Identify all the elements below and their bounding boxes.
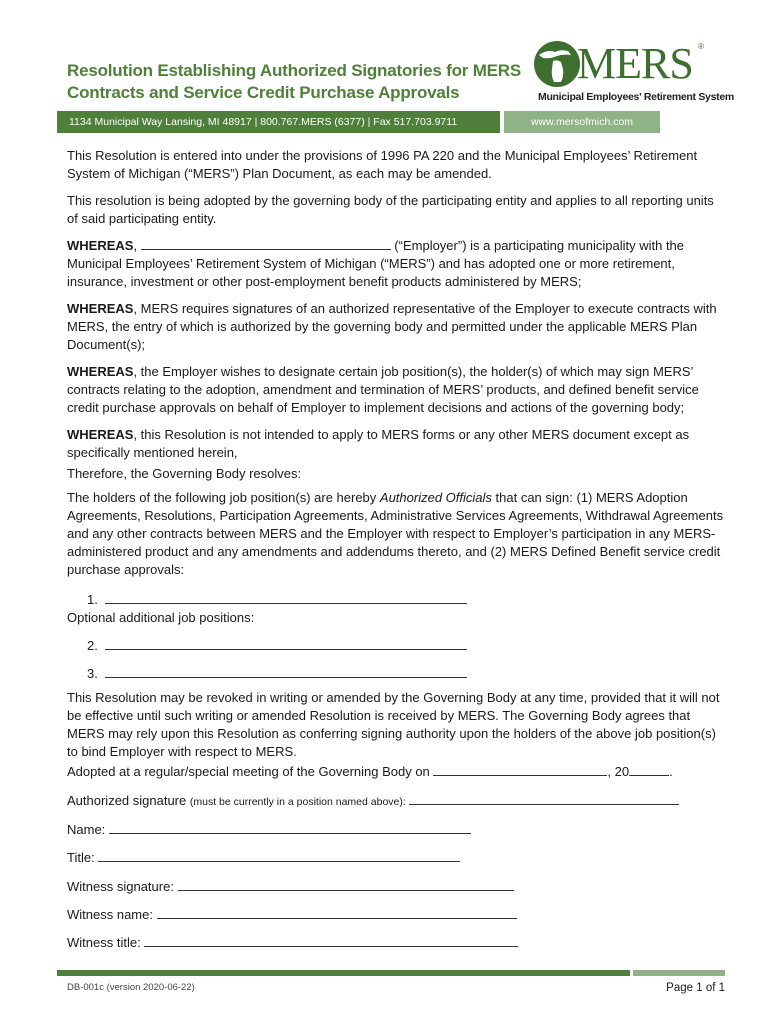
logo-tagline: Municipal Employees' Retirement System [538,91,734,103]
position-line-2 [87,637,467,655]
whereas-clause-3-text: , the Employer wishes to designate certain job position(s), the holder(s) of which may sign MERS’ contracts relating to the adoption, amendment and termination of MERS’ products, and defined benefit service credit purchase approvals on behalf of Employer to implement decisions and actions of the governing body; [67,364,699,415]
title-field[interactable] [98,849,460,862]
whereas-clause-4 [67,426,727,462]
whereas-label: WHEREAS [67,238,134,253]
witness-signature-field[interactable] [178,878,514,891]
footer-rule-accent [633,970,725,976]
revocation-paragraph: This Resolution may be revoked in writing or amended by the Governing Body at any time, provided that it will not be effective until such writing or amended Resolution is received by MERS. The Governing Body agrees that MERS may rely upon this Resolution as conferring signing authority upon the holders of the above job position(s) to bind Employer with respect to MERS. [67,690,720,759]
witness-title-line [67,934,518,952]
title-line-2: Contracts and Service Credit Purchase Approvals [67,83,460,102]
whereas-label: WHEREAS [67,301,134,316]
whereas-clause-1 [67,237,727,291]
position-1-field[interactable] [105,591,467,604]
meeting-year-field[interactable] [629,763,669,776]
position-number-2: 2. [87,638,98,653]
signature-colon: : [402,796,406,808]
authorized-officials-term: Authorized Officials [379,490,492,505]
footer-rule [57,970,630,976]
signature-label: Authorized signature [67,793,190,808]
mers-logo [533,38,734,110]
whereas-label: WHEREAS [67,427,134,442]
whereas-clause-1-text: (“Employer”) is a participating municipality with the Municipal Employees’ Retirement System of Michigan (“MERS”) and has adopted one or more retirement, insurance, investment or other post-employment benefit products administered by MERS; [67,238,685,289]
meeting-date-field[interactable] [433,763,607,776]
officials-text-after: that can sign: (1) MERS Adoption Agreements, Resolutions, Participation Agreements, Administrative Services Agreements, Withdrawal Agreements and any other contracts between MERS and the Employer with respect to Employer’s participation in any MERS-administered product and any amendments and addendums thereto, and (2) MERS Defined Benefit service credit purchase approvals: [67,490,724,577]
whereas-label: WHEREAS [67,364,134,379]
whereas-clause-2 [67,300,727,354]
website-link[interactable]: www.mersofmich.com [504,111,660,133]
position-line-3 [87,665,467,683]
witness-signature-label: Witness signature: [67,879,174,894]
whereas-clause-2-text: , MERS requires signatures of an authorized representative of the Employer to execute contracts with MERS, the entry of which is authorized by the governing body and permitted under the applicable MERS Plan Document(s); [67,301,717,352]
position-3-field[interactable] [105,665,467,678]
adoption-period: . [669,764,673,779]
witness-name-label: Witness name: [67,907,153,922]
witness-name-field[interactable] [157,906,517,919]
whereas-clause-3 [67,363,727,417]
employer-prefix: , [133,238,141,253]
witness-name-line [67,906,517,924]
position-number-1: 1. [87,592,98,607]
officials-text-before: The holders of the following job position(s) are hereby [67,490,380,505]
intro-paragraph-1: This Resolution is entered into under the provisions of 1996 PA 220 and the Municipal Employees’ Retirement System of Michigan (“MERS”) Plan Document, as each may be amended. [67,148,698,181]
adopted-text: Adopted at a regular/special meeting of the Governing Body on [67,764,434,779]
resolves-statement: Therefore, the Governing Body resolves: [67,466,302,481]
employer-name-field[interactable] [141,237,391,250]
address-bar: 1134 Municipal Way Lansing, MI 48917 | 800.767.MERS (6377) | Fax 517.703.9711 [57,111,500,133]
page-number: Page 1 of 1 [666,982,725,994]
michigan-map-icon [533,38,581,90]
name-label: Name: [67,822,106,837]
signature-note: (must be currently in a position named above) [189,796,403,808]
authorized-signature-field[interactable] [409,792,679,805]
whereas-clause-4-text: , this Resolution is not intended to apply to MERS forms or any other MERS document except as specifically mentioned herein, [67,427,690,460]
registered-mark: ® [698,42,704,51]
witness-title-field[interactable] [144,934,518,947]
title-label: Title: [67,850,95,865]
document-title [67,60,527,104]
logo-wordmark: MERS [577,39,693,88]
name-field[interactable] [109,821,471,834]
adoption-line [67,763,673,781]
authorized-officials-paragraph [67,489,727,579]
intro-paragraph-2: This resolution is being adopted by the governing body of the participating entity and applies to all reporting units of said participating entity. [67,193,714,226]
name-line [67,821,471,839]
witness-title-label: Witness title: [67,935,141,950]
witness-signature-line [67,878,514,896]
authorized-signature-line [67,792,679,811]
title-line [67,849,460,867]
year-prefix: , 20 [607,764,630,779]
form-version: DB-001c (version 2020-06-22) [67,982,195,993]
title-line-1: Resolution Establishing Authorized Signatories for MERS [67,61,522,80]
position-2-field[interactable] [105,637,467,650]
optional-positions-label: Optional additional job positions: [67,610,255,625]
position-number-3: 3. [87,666,98,681]
position-line-1 [87,591,467,609]
